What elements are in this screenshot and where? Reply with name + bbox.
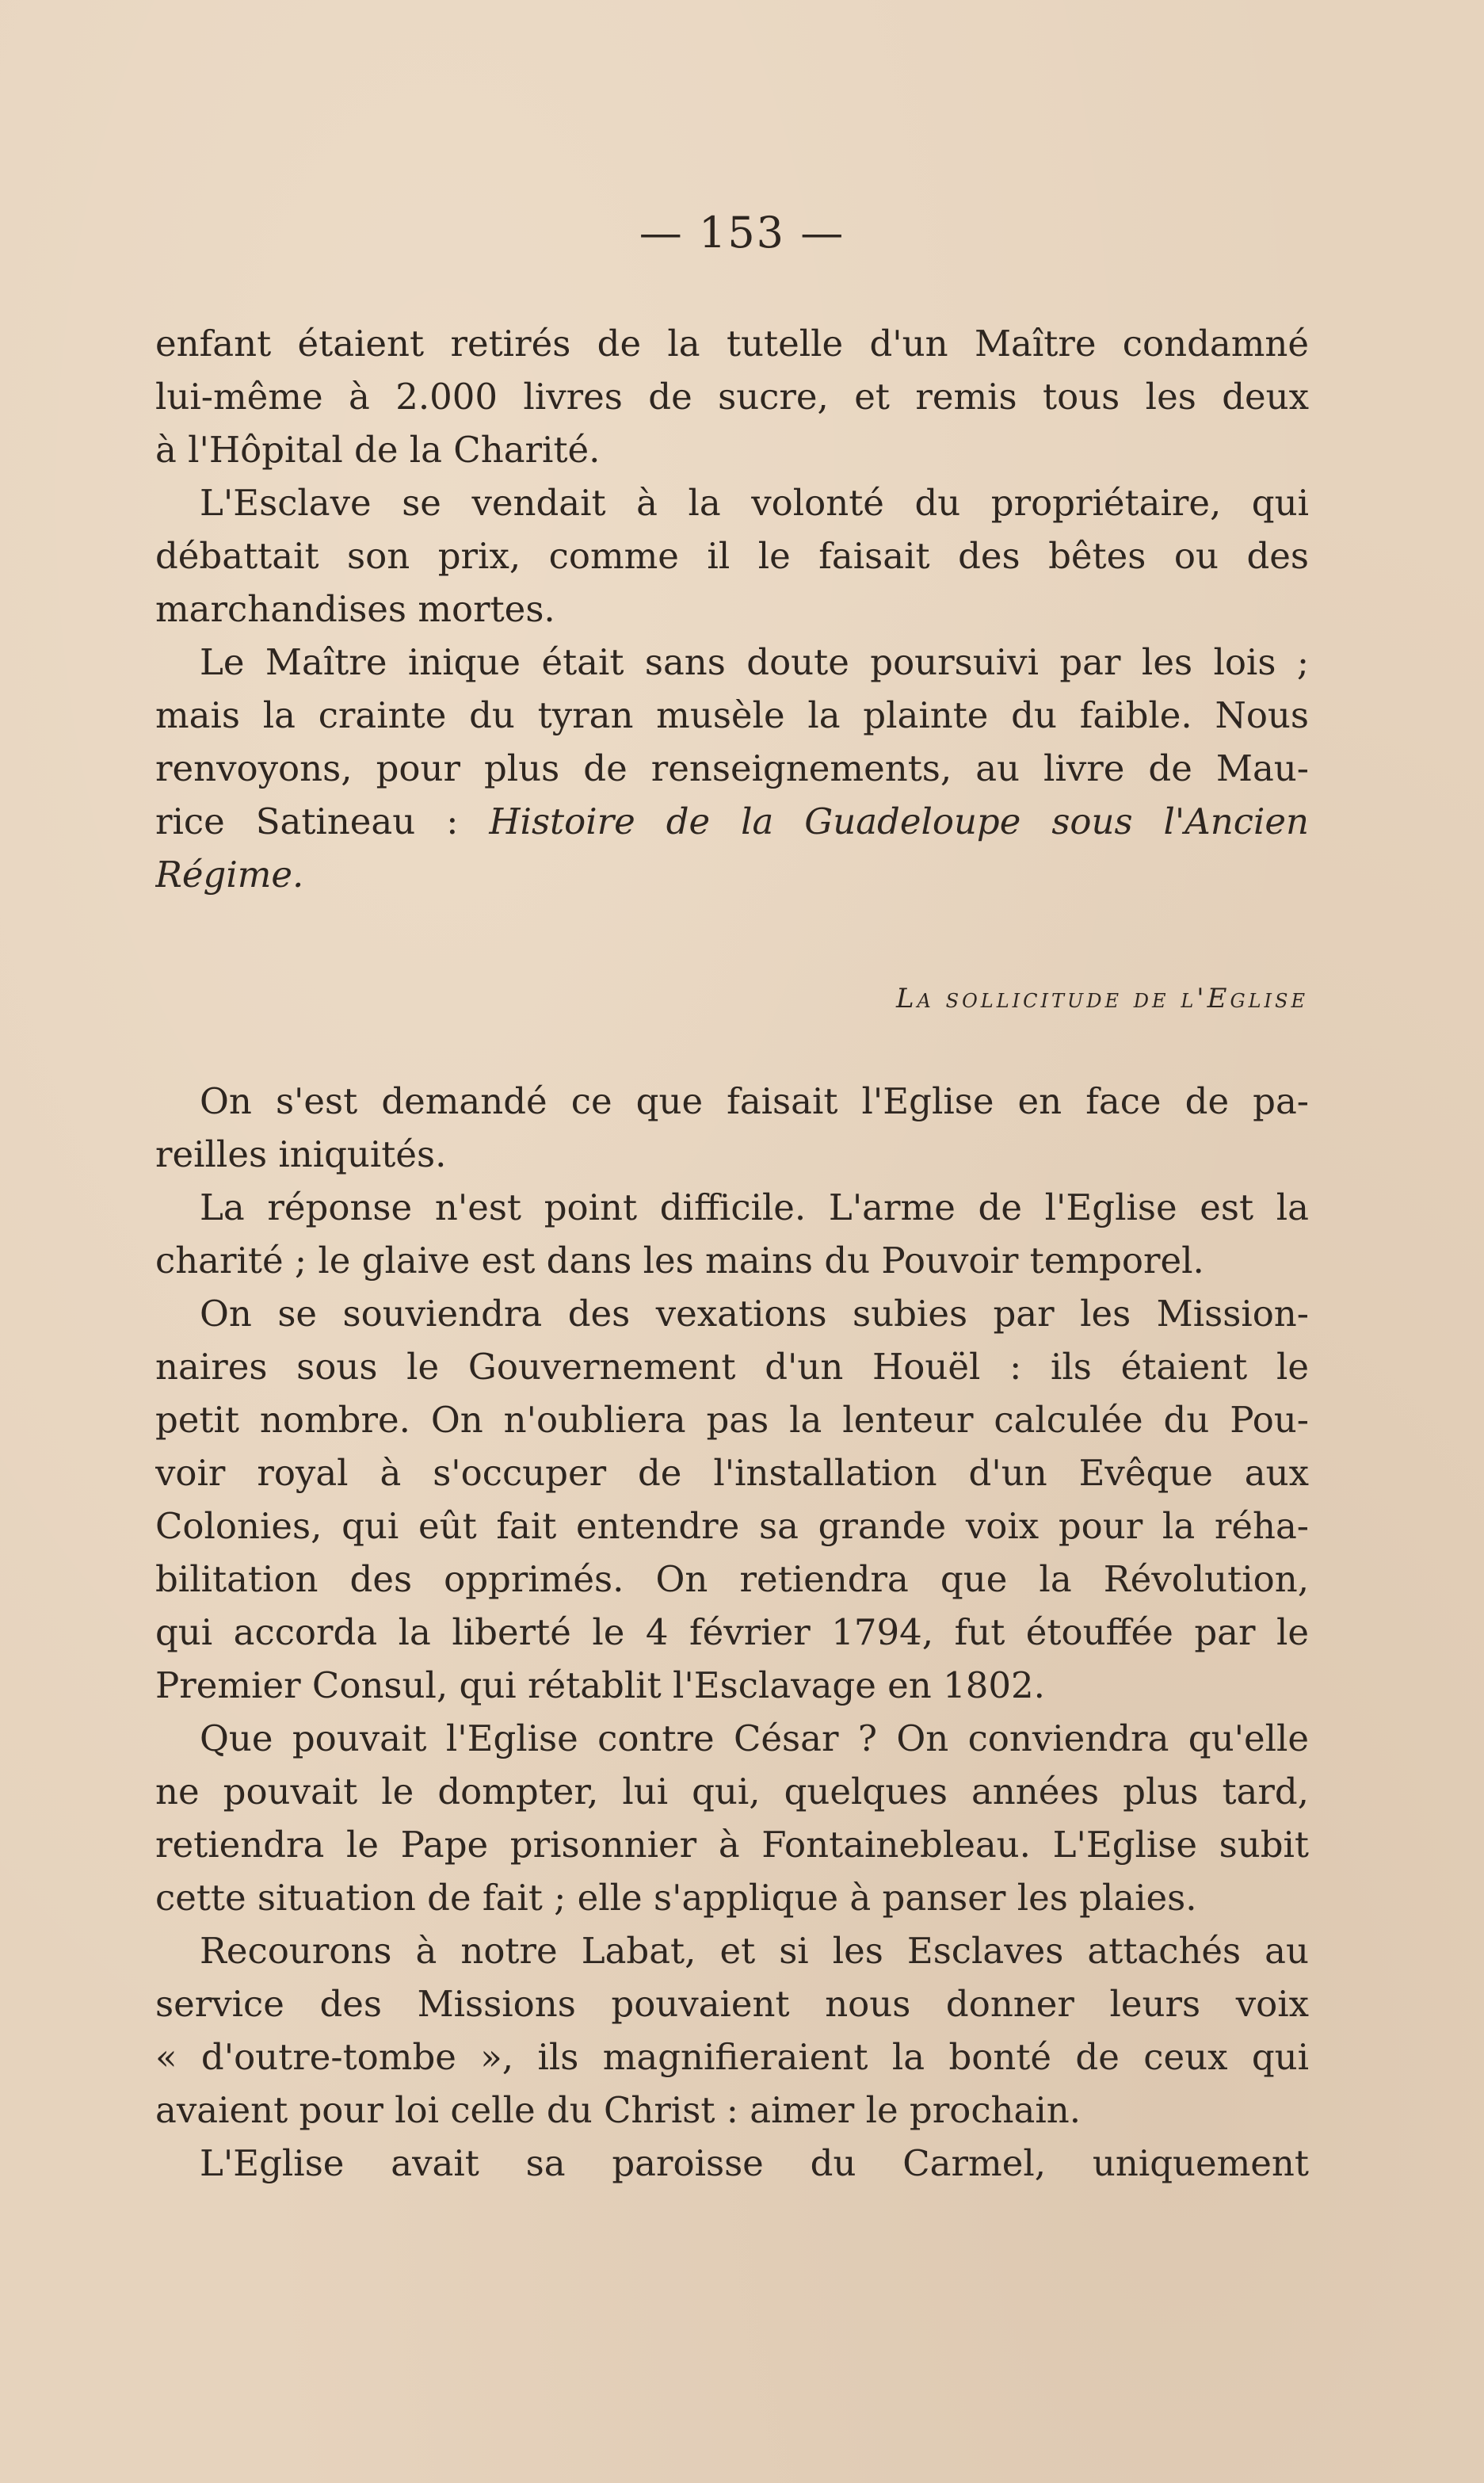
text-line: reilles iniquités. [155, 1133, 447, 1175]
text-line: à l'Hôpital de la Charité. [155, 429, 601, 471]
paragraph [155, 2137, 1309, 2190]
text-line: ne pouvait le dompter, lui qui, quelques années plus tard, [155, 1771, 1309, 1813]
text-line: La réponse n'est point difficile. L'arme de l'Eglise est la [200, 1186, 1309, 1228]
paragraph [155, 1075, 1309, 1181]
text-line: Que pouvait l'Eglise contre César ? On conviendra qu'elle [200, 1717, 1309, 1759]
book-title-italic: Histoire de la Guadeloupe sous l'Ancien [489, 800, 1309, 842]
book-title-italic-end: Régime. [155, 854, 304, 896]
text-line: cette situation de fait ; elle s'applique à panser les plaies. [155, 1877, 1197, 1919]
text-line: lui-même à 2.000 livres de sucre, et remis tous les deux [155, 376, 1309, 418]
section-heading: La sollicitude de l'Eglise [895, 983, 1308, 1014]
text-line: L'Eglise avait sa paroisse du Carmel, uniquement [200, 2142, 1309, 2184]
text-line: Colonies, qui eût fait entendre sa grande voix pour la réha- [155, 1505, 1309, 1547]
page-number: — 153 — [639, 208, 845, 258]
paragraph [155, 317, 1309, 476]
text-line: service des Missions pouvaient nous donner leurs voix [155, 1983, 1309, 2025]
paragraph [155, 1181, 1309, 1287]
text-line: naires sous le Gouvernement d'un Houël : ils étaient le [155, 1346, 1309, 1388]
citation-prefix: rice Satineau : [155, 800, 490, 842]
text-line: L'Esclave se vendait à la volonté du propriétaire, qui [200, 482, 1309, 524]
text-line: Premier Consul, qui rétablit l'Esclavage en 1802. [155, 1664, 1045, 1706]
paragraph [155, 476, 1309, 636]
text-line: retiendra le Pape prisonnier à Fontainebleau. L'Eglise subit [155, 1824, 1309, 1866]
text-block-top [155, 317, 1309, 901]
paragraph [155, 1287, 1309, 1712]
text-line: renvoyons, pour plus de renseignements, au livre de Mau- [155, 747, 1309, 789]
paragraph [155, 1924, 1309, 2137]
text-line: mais la crainte du tyran musèle la plainte du faible. Nous [155, 694, 1309, 736]
text-line: voir royal à s'occuper de l'installation d'un Evêque aux [155, 1452, 1309, 1494]
text-line: On se souviendra des vexations subies par les Mission- [200, 1293, 1309, 1335]
text-line: Le Maître inique était sans doute poursuivi par les lois ; [200, 641, 1309, 683]
paragraph [155, 636, 1309, 901]
text-block-bottom [155, 1075, 1309, 2190]
text-line: Recourons à notre Labat, et si les Esclaves attachés au [200, 1930, 1309, 1972]
text-line: avaient pour loi celle du Christ : aimer le prochain. [155, 2089, 1082, 2131]
text-line: débattait son prix, comme il le faisait des bêtes ou des [155, 535, 1309, 577]
text-line: « d'outre-tombe », ils magnifieraient la bonté de ceux qui [155, 2036, 1309, 2078]
paragraph [155, 1712, 1309, 1924]
text-line: enfant étaient retirés de la tutelle d'un Maître condamné [155, 323, 1309, 365]
text-line: marchandises mortes. [155, 588, 555, 630]
text-line: On s'est demandé ce que faisait l'Eglise en face de pa- [200, 1080, 1309, 1122]
text-line: qui accorda la liberté le 4 février 1794, fut étouffée par le [155, 1611, 1309, 1653]
text-line: bilitation des opprimés. On retiendra que la Révolution, [155, 1558, 1309, 1600]
text-line: charité ; le glaive est dans les mains du Pouvoir temporel. [155, 1240, 1204, 1282]
text-line-citation [155, 795, 1309, 848]
text-line: petit nombre. On n'oubliera pas la lenteur calculée du Pou- [155, 1399, 1309, 1441]
